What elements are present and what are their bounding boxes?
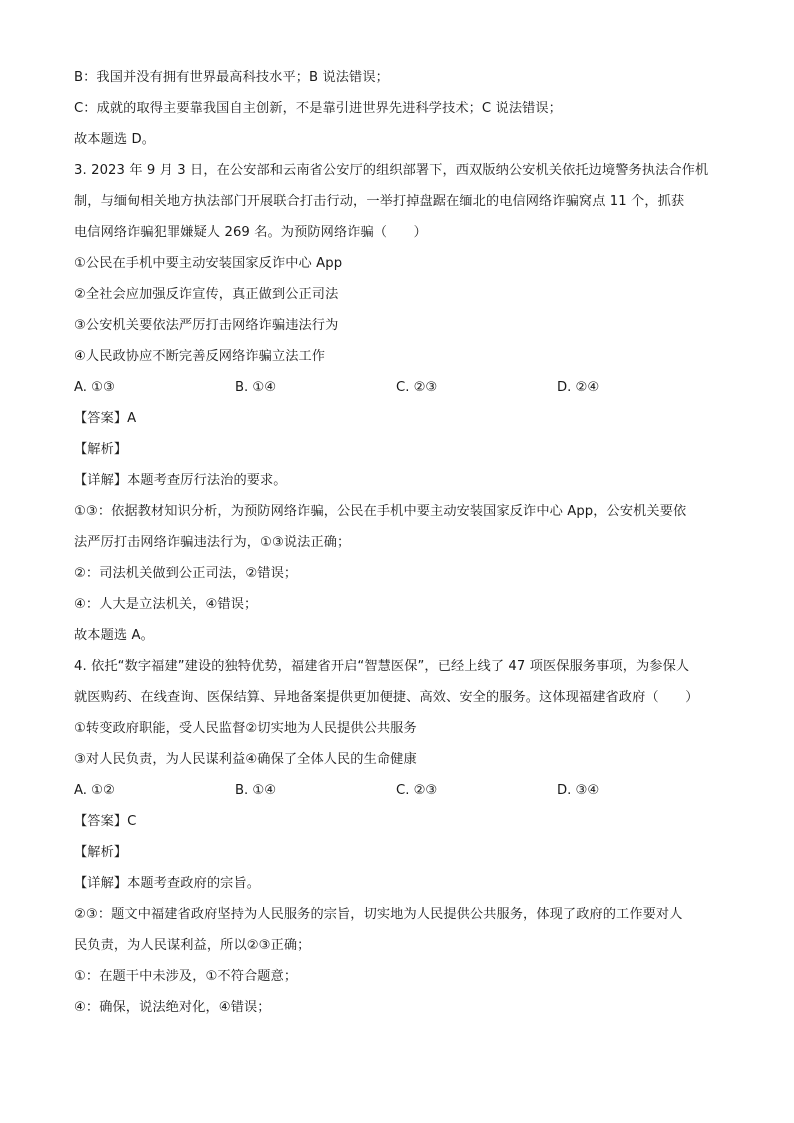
q4-options — [74, 775, 722, 806]
q4-answer: 【答案】C — [74, 814, 137, 829]
q4-statement-2: ③对人民负责，为人民谋利益④确保了全体人民的生命健康 — [74, 752, 417, 767]
q4-option-c: C. ②③ — [396, 783, 438, 798]
q4-explanation-line-4: ④：确保，说法绝对化，④错误； — [74, 1000, 271, 1015]
q4-stem-line-1: 4. 依托“数字福建”建设的独特优势，福建省开启“智慧医保”，已经上线了 47 项医保服务事项，为参保人 — [74, 659, 690, 674]
q3-options — [74, 372, 722, 403]
q4-analysis-label: 【解析】 — [74, 845, 128, 860]
q4-explanation-line-2: 民负责，为人民谋利益，所以②③正确； — [74, 938, 311, 953]
q3-option-c: C. ②③ — [396, 380, 438, 395]
q4-option-d: D. ③④ — [557, 783, 600, 798]
q3-statement-3: ③公安机关要依法严厉打击网络诈骗违法行为 — [74, 318, 339, 333]
q3-detail: 【详解】本题考查厉行法治的要求。 — [74, 473, 287, 488]
q2-option-b-analysis: B：我国并没有拥有世界最高科技水平；B 说法错误； — [74, 70, 389, 85]
q4-option-b: B. ①④ — [235, 783, 277, 798]
q3-statement-2: ②全社会应加强反诈宣传，真正做到公正司法 — [74, 287, 339, 302]
q3-explanation-line-3: ②：司法机关做到公正司法，②错误； — [74, 566, 298, 581]
q3-stem-line-3: 电信网络诈骗犯罪嫌疑人 269 名。为预防网络诈骗（ ） — [74, 225, 427, 240]
q3-option-b: B. ①④ — [235, 380, 277, 395]
q3-explanation-line-4: ④：人大是立法机关，④错误； — [74, 597, 258, 612]
q3-stem-line-1: 3. 2023 年 9 月 3 日，在公安部和云南省公安厅的组织部署下，西双版纳公安机关依托边境警务执法合作机 — [74, 163, 709, 178]
q4-stem-line-2: 就医购药、在线查询、医保结算、异地备案提供更加便捷、高效、安全的服务。这体现福建省政府（ ） — [74, 690, 699, 705]
q3-conclusion: 故本题选 A。 — [74, 628, 154, 643]
q4-statement-1: ①转变政府职能，受人民监督②切实地为人民提供公共服务 — [74, 721, 417, 736]
q3-explanation-line-2: 法严厉打击网络诈骗违法行为，①③说法正确； — [74, 535, 351, 550]
q4-detail: 【详解】本题考查政府的宗旨。 — [74, 876, 261, 891]
q3-option-a: A. ①③ — [74, 380, 115, 395]
q2-option-c-analysis: C：成就的取得主要靠我国自主创新，不是靠引进世界先进科学技术；C 说法错误； — [74, 101, 562, 116]
q3-stem-line-2: 制，与缅甸相关地方执法部门开展联合打击行动，一举打掉盘踞在缅北的电信网络诈骗窝点 11 个，抓获 — [74, 194, 685, 209]
q3-analysis-label: 【解析】 — [74, 442, 128, 457]
q3-explanation-line-1: ①③：依据教材知识分析，为预防网络诈骗，公民在手机中要主动安装国家反诈中心 App，公安机关要依 — [74, 504, 687, 519]
q3-answer: 【答案】A — [74, 411, 137, 426]
q3-option-d: D. ②④ — [557, 380, 600, 395]
q4-option-a: A. ①② — [74, 783, 115, 798]
q4-explanation-line-3: ①：在题干中未涉及，①不符合题意； — [74, 969, 298, 984]
q2-conclusion: 故本题选 D。 — [74, 132, 155, 147]
q4-explanation-line-1: ②③：题文中福建省政府坚持为人民服务的宗旨，切实地为人民提供公共服务，体现了政府的工作要对人 — [74, 907, 683, 922]
q3-statement-1: ①公民在手机中要主动安装国家反诈中心 App — [74, 256, 343, 271]
q3-statement-4: ④人民政协应不断完善反网络诈骗立法工作 — [74, 349, 326, 364]
